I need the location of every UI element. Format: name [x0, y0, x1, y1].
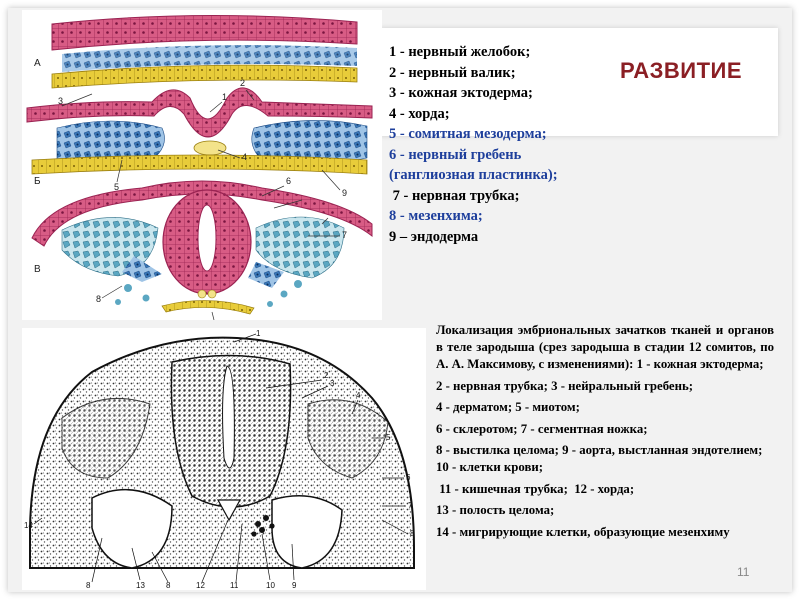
callout-3: 3 [58, 96, 64, 106]
caption-line-5: 8 - выстилка целома; 9 - аорта, выстланная эндотелием; 10 - клетки крови; [436, 443, 763, 474]
embryo-section-caption [436, 322, 774, 545]
caption-line-3: 4 - дерматом; 5 - миотом; [436, 400, 580, 414]
caption-line-7: 13 - полость целома; [436, 503, 555, 517]
section-callout-11: 11 [230, 581, 239, 590]
section-callout-13: 13 [136, 581, 145, 590]
callout-1: 1 [222, 92, 228, 102]
callout-6: 6 [286, 176, 292, 186]
caption-line-6: 11 - кишечная трубка; 12 - хорда; [436, 481, 635, 496]
embryo-section-diagram [22, 328, 426, 590]
callout-8: 8 [96, 294, 102, 304]
legend-item-4: 4 - хорда; [389, 105, 450, 122]
legend-item-5: 5 - сомитная мезодерма; [389, 126, 547, 142]
section-callout-3: 3 [330, 379, 335, 388]
legend-item-6-cont: (ганглиозная пластинка); [389, 167, 558, 183]
callout-5: 5 [114, 182, 120, 192]
section-callout-2: 2 [324, 371, 329, 380]
caption-line-8: 14 - мигрирующие клетки, образующие мезенхиму [436, 524, 730, 539]
embryo-section-illustration [22, 328, 426, 590]
slide-title: РАЗВИТИЕ [620, 58, 743, 83]
legend-item-3: 3 - кожная эктодерма; [389, 85, 533, 101]
section-callout-5: 5 [386, 433, 391, 442]
page-number: 11 [737, 565, 750, 579]
caption-line-2: 2 - нервная трубка; 3 - нейральный гребень; [436, 378, 694, 393]
section-callout-6: 6 [406, 473, 411, 482]
section-callout-7: 7 [408, 501, 413, 510]
section-callout-8c: 8 [166, 581, 171, 590]
legend-item-1: 1 - нервный желобок; [389, 44, 531, 60]
section-callout-14: 14 [24, 521, 33, 530]
top-figure-legend [389, 42, 558, 247]
neurulation-illustration [22, 10, 382, 320]
section-callout-12: 12 [196, 581, 205, 590]
row-label-a: А [34, 58, 41, 69]
caption-intro: Локализация эмбриональных зачатков тканей и органов в теле зародыша (срез зародыша в стадии 12 сомитов, по А. А. Максимову, с изменениями): 1 - кожная эктодерма; [436, 323, 774, 371]
callout-9: 9 [342, 188, 348, 198]
section-callout-4: 4 [356, 391, 361, 400]
section-callout-10: 10 [266, 581, 275, 590]
callout-2: 2 [240, 78, 246, 88]
row-label-b: Б [34, 176, 41, 187]
caption-line-4: 6 - склеротом; 7 - сегментная ножка; [436, 421, 648, 436]
section-callout-8a: 8 [410, 529, 415, 538]
neurulation-diagram [22, 10, 382, 320]
legend-item-8: 8 - мезенхима; [389, 208, 483, 224]
section-callout-1: 1 [256, 329, 261, 338]
row-label-c: В [34, 264, 41, 275]
callout-7: 7 [342, 230, 348, 240]
legend-item-2: 2 - нервный валик; [389, 64, 516, 81]
legend-item-7: 7 - нервная трубка; [389, 187, 520, 204]
section-callout-8b: 8 [86, 581, 91, 590]
section-callout-9: 9 [292, 581, 297, 590]
legend-item-9: 9 – эндодерма [389, 228, 479, 245]
legend-item-6: 6 - нервный гребень [389, 146, 522, 163]
callout-4: 4 [242, 152, 248, 162]
